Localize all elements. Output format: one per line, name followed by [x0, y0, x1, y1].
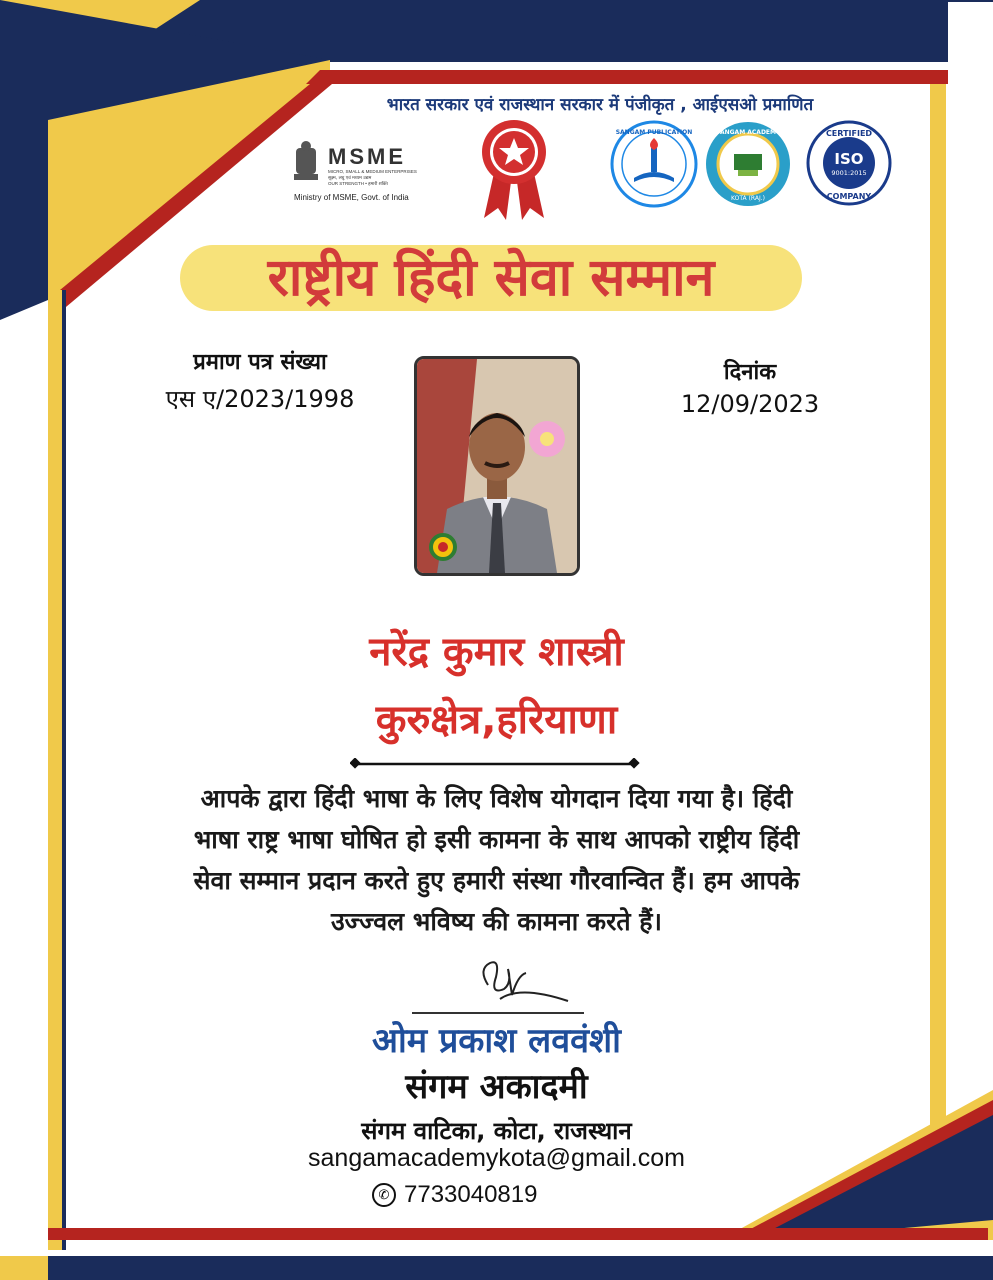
- body-line-4: उज्ज्वल भविष्य की कामना करते हैं।: [330, 907, 663, 936]
- phone-row: [372, 1180, 632, 1210]
- date-label: दिनांक: [723, 360, 777, 385]
- ornamental-divider: [350, 758, 640, 770]
- msme-hindi: सूक्ष्म, लघु एवं मध्यम उद्यम: [328, 176, 372, 181]
- recipient-photo: [414, 356, 580, 576]
- signatory-name: ओम प्रकाश लववंशी: [372, 1021, 621, 1061]
- certificate-body: [120, 778, 873, 942]
- sangam-academy-logo: [704, 120, 792, 208]
- body-line-3: सेवा सम्मान प्रदान करते हुए हमारी संस्था गौरवान्वित हैं। हम आपके: [193, 866, 800, 895]
- msme-logo: [290, 140, 440, 206]
- publication-label: SANGAM PUBLICATION: [615, 129, 693, 136]
- iso-top-label: CERTIFIED: [825, 129, 873, 138]
- organization-email: sangamacademykota@gmail.com: [308, 1144, 685, 1172]
- organization-address: संगम वाटिका, कोटा, राजस्थान: [361, 1117, 632, 1145]
- iso-bottom-label: COMPANY: [826, 192, 872, 201]
- handwritten-signature: [460, 955, 580, 1015]
- certificate-number-label: प्रमाण पत्र संख्या: [193, 350, 327, 375]
- recipient-place: कुरुक्षेत्र,हरियाणा: [375, 697, 618, 743]
- recipient-name: नरेंद्र कुमार शास्त्री: [369, 629, 624, 675]
- iso-mark: ISO: [834, 150, 864, 168]
- iso-number: 9001:2015: [831, 169, 867, 177]
- sangam-publication-logo: [610, 120, 698, 208]
- certificate-number-value: एस ए/2023/1998: [165, 385, 355, 413]
- iso-certified-logo: [806, 120, 892, 206]
- certificate-title: राष्ट्रीय हिंदी सेवा सम्मान: [267, 248, 715, 308]
- registration-line: भारत सरकार एवं राजस्थान सरकार में पंजीकृत , आईएसओ प्रमाणित: [386, 95, 814, 115]
- organization-name: संगम अकादमी: [405, 1067, 588, 1107]
- academy-label: SANGAM ACADEMY: [715, 129, 781, 136]
- body-line-1: आपके द्वारा हिंदी भाषा के लिए विशेष योगदान दिया गया है। हिंदी: [200, 784, 793, 813]
- msme-strength: OUR STRENGTH • हमारी शक्ति: [328, 181, 388, 186]
- msme-ministry: Ministry of MSME, Govt. of India: [294, 193, 409, 202]
- date-value: 12/09/2023: [680, 390, 820, 418]
- national-emblem-icon: [294, 141, 318, 180]
- msme-subtitle: MICRO, SMALL & MEDIUM ENTERPRISES: [328, 169, 417, 174]
- award-rosette-icon: [474, 114, 554, 224]
- body-line-2: भाषा राष्ट्र भाषा घोषित हो इसी कामना के साथ आपको राष्ट्रीय हिंदी: [193, 825, 800, 854]
- signature-line: [412, 1012, 584, 1014]
- academy-city: KOTA (RAJ.): [731, 195, 765, 202]
- phone-number: 7733040819: [404, 1181, 538, 1208]
- msme-wordmark: MSME: [328, 144, 406, 169]
- phone-icon: ✆: [372, 1183, 396, 1207]
